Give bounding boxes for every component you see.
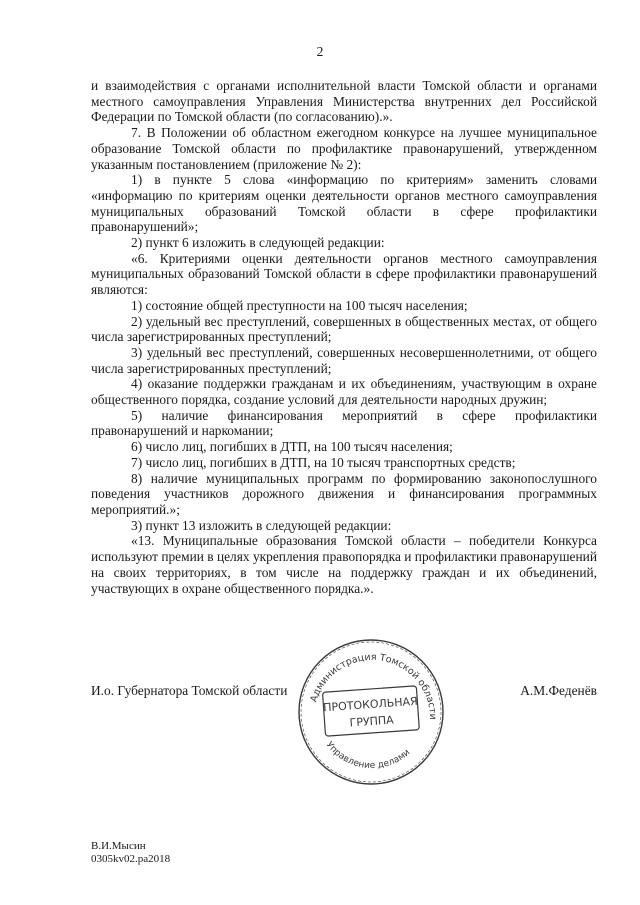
body-paragraph: 6) число лиц, погибших в ДТП, на 100 тысяч населения; [131, 439, 453, 455]
body-paragraph: 1) в пункте 5 слова «информацию по критериям» заменить словами «информацию по критериям оценки деятельности органов местного самоуправления муниципальных образований Томской области в сфере профилактики правонарушений»; [91, 172, 597, 235]
body-paragraph: 2) удельный вес преступлений, совершенных в общественных местах, от общего числа зарегистрированных преступлений; [91, 313, 597, 345]
stamp-center-line1: ПРОТОКОЛЬНАЯ [322, 694, 419, 715]
body-paragraph: 1) состояние общей преступности на 100 тысяч населения; [131, 297, 468, 313]
protocol-group-stamp [296, 637, 446, 787]
body-paragraph: «6. Критериями оценки деятельности органов местного самоуправления муниципальных образований Томской области в сфере профилактики правонарушений являются: [91, 250, 597, 298]
page-number: 2 [316, 44, 324, 59]
body-paragraph: 7. В Положении об областном ежегодном конкурсе на лучшее муниципальное образование Томской области по профилактике правонарушений, утвержденном указанным постановлением (приложение № 2): [91, 125, 597, 172]
body-paragraph: 2) пункт 6 изложить в следующей редакции: [131, 235, 385, 251]
body-paragraph: 4) оказание поддержки гражданам и их объединениям, участвующим в охране общественного порядка, создание условий для деятельности народных дружин; [91, 376, 597, 408]
stamp-outer-text: Администрация Томской области [308, 651, 439, 720]
footer-code: 0305kv02.pa2018 [91, 853, 171, 865]
body-paragraph: 7) число лиц, погибших в ДТП, на 10 тысяч транспортных средств; [131, 454, 516, 470]
signer-name: А.М.Феденёв [520, 683, 597, 698]
stamp-center-line2: ГРУППА [349, 713, 395, 730]
body-paragraph: «13. Муниципальные образования Томской области – победители Конкурса используют премии в целях укрепления правопорядка и профилактики правонарушений на своих территориях, в том числе на поддержку граждан и их объединений, участвующих в охране общественного порядка.». [91, 533, 597, 596]
body-paragraph: и взаимодействия с органами исполнительной власти Томской области и органами местного самоуправления Управления Министерства внутренних дел Российской Федерации по Томской области (по согласованию).». [91, 78, 597, 125]
stamp-bottom-text: Управление делами [323, 740, 413, 772]
body-paragraph: 3) удельный вес преступлений, совершенных несовершеннолетними, от общего числа зарегистрированных преступлений; [91, 344, 597, 376]
footer-author: В.И.Мысин [91, 840, 146, 852]
body-paragraph: 3) пункт 13 изложить в следующей редакции: [131, 517, 392, 533]
body-paragraph: 8) наличие муниципальных программ по формированию законопослушного поведения участников дорожного движения и финансирования программных мероприятий.»; [91, 470, 597, 517]
signer-title: И.о. Губернатора Томской области [91, 683, 288, 698]
document-footer [91, 840, 170, 866]
body-paragraph: 5) наличие финансирования мероприятий в сфере профилактики правонарушений и наркомании; [91, 407, 597, 439]
document-body [91, 78, 597, 596]
stamp-inner-ring [301, 642, 441, 782]
